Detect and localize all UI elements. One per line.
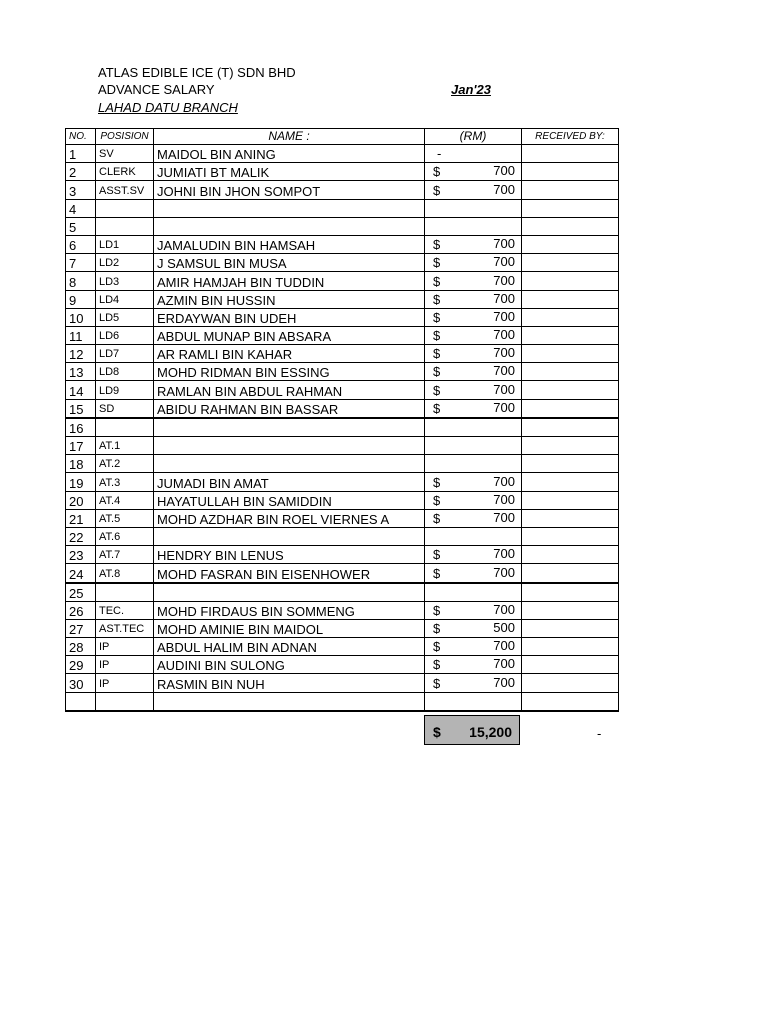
row-name: MOHD FASRAN BIN EISENHOWER	[154, 564, 425, 583]
row-name: HAYATULLAH BIN SAMIDDIN	[154, 491, 425, 509]
row-number: 4	[66, 199, 96, 217]
branch-name: LAHAD DATU BRANCH	[98, 100, 238, 115]
period-label: Jan'23	[451, 82, 491, 97]
row-amount	[425, 583, 522, 602]
row-amount	[425, 491, 522, 509]
table-row	[66, 527, 619, 545]
table-row	[66, 345, 619, 363]
row-currency: $	[433, 382, 441, 398]
row-amount	[425, 473, 522, 491]
table-row	[66, 674, 619, 692]
table-row	[66, 254, 619, 272]
table-row	[66, 381, 619, 399]
row-number: 17	[66, 437, 96, 455]
row-amount	[425, 199, 522, 217]
row-name: HENDRY BIN LENUS	[154, 546, 425, 564]
table-row	[66, 473, 619, 491]
row-amount-value: 500	[493, 620, 515, 636]
row-amount	[425, 217, 522, 235]
row-amount-value: 700	[493, 564, 515, 580]
row-amount	[425, 638, 522, 656]
row-amount	[425, 546, 522, 564]
row-amount-value: 700	[493, 181, 515, 197]
grand-total-cell	[424, 715, 520, 745]
document-title: ADVANCE SALARY	[98, 82, 215, 97]
received-total: -	[597, 726, 602, 741]
table-row	[66, 217, 619, 235]
table-row	[66, 145, 619, 163]
table-row	[66, 308, 619, 326]
row-received-by	[522, 217, 619, 235]
row-received-by	[522, 345, 619, 363]
row-position: IP	[96, 638, 154, 656]
row-amount	[425, 145, 522, 163]
row-name: AZMIN BIN HUSSIN	[154, 290, 425, 308]
row-received-by	[522, 455, 619, 473]
row-received-by	[522, 564, 619, 583]
row-number: 7	[66, 254, 96, 272]
row-amount	[425, 564, 522, 583]
row-position: LD4	[96, 290, 154, 308]
row-number: 14	[66, 381, 96, 399]
table-row	[66, 601, 619, 619]
row-currency: $	[433, 364, 441, 380]
row-number: 26	[66, 601, 96, 619]
row-number: 6	[66, 235, 96, 253]
table-row	[66, 235, 619, 253]
row-number: 18	[66, 455, 96, 473]
row-amount	[425, 381, 522, 399]
row-currency: $	[433, 346, 441, 362]
row-currency: $	[433, 182, 441, 198]
row-amount	[425, 656, 522, 674]
row-amount-value: 700	[493, 656, 515, 672]
row-received-by	[522, 619, 619, 637]
row-name: AUDINI BIN SULONG	[154, 656, 425, 674]
row-received-by	[522, 363, 619, 381]
row-number: 5	[66, 217, 96, 235]
row-position: AT.5	[96, 509, 154, 527]
row-number: 8	[66, 272, 96, 290]
row-amount	[425, 345, 522, 363]
row-received-by	[522, 437, 619, 455]
row-received-by	[522, 308, 619, 326]
row-position: SD	[96, 399, 154, 418]
row-position: LD8	[96, 363, 154, 381]
table-row	[66, 546, 619, 564]
row-name	[154, 437, 425, 455]
row-amount-value: 700	[493, 491, 515, 507]
row-position: LD7	[96, 345, 154, 363]
row-amount	[425, 437, 522, 455]
row-amount	[425, 272, 522, 290]
row-received-by	[522, 527, 619, 545]
row-number: 25	[66, 583, 96, 602]
row-position: AT.2	[96, 455, 154, 473]
salary-table	[65, 128, 619, 712]
row-number: 3	[66, 181, 96, 199]
row-position: LD1	[96, 235, 154, 253]
table-row	[66, 564, 619, 583]
row-amount-value: 700	[493, 638, 515, 654]
table-row	[66, 326, 619, 344]
row-received-by	[522, 235, 619, 253]
row-position: SV	[96, 145, 154, 163]
row-position: AT.3	[96, 473, 154, 491]
row-amount-value: 700	[493, 509, 515, 525]
row-position: AT.8	[96, 564, 154, 583]
row-received-by	[522, 381, 619, 399]
row-currency: $	[433, 273, 441, 289]
row-number: 13	[66, 363, 96, 381]
row-position	[96, 692, 154, 711]
table-row	[66, 437, 619, 455]
row-amount	[425, 235, 522, 253]
row-position: AT.6	[96, 527, 154, 545]
row-received-by	[522, 272, 619, 290]
row-name: MAIDOL BIN ANING	[154, 145, 425, 163]
row-name: JAMALUDIN BIN HAMSAH	[154, 235, 425, 253]
row-number: 1	[66, 145, 96, 163]
table-row	[66, 619, 619, 637]
row-amount-value: 700	[493, 381, 515, 397]
row-position: LD3	[96, 272, 154, 290]
row-currency: $	[433, 291, 441, 307]
row-position: LD6	[96, 326, 154, 344]
row-number: 21	[66, 509, 96, 527]
row-number: 15	[66, 399, 96, 418]
row-position	[96, 199, 154, 217]
row-received-by	[522, 638, 619, 656]
table-row	[66, 509, 619, 527]
row-position: TEC.	[96, 601, 154, 619]
row-currency: $	[433, 255, 441, 271]
row-received-by	[522, 692, 619, 711]
row-currency: $	[433, 309, 441, 325]
row-amount	[425, 527, 522, 545]
row-currency: $	[433, 657, 441, 673]
row-name	[154, 527, 425, 545]
row-number: 2	[66, 163, 96, 181]
col-header-position: POSISION	[96, 129, 154, 145]
row-number: 10	[66, 308, 96, 326]
row-position	[96, 217, 154, 235]
table-row	[66, 656, 619, 674]
row-amount-value: 700	[493, 254, 515, 270]
row-currency: $	[433, 510, 441, 526]
row-currency: $	[433, 565, 441, 581]
row-amount-value: 700	[493, 236, 515, 252]
row-amount	[425, 418, 522, 437]
row-number: 29	[66, 656, 96, 674]
row-name	[154, 418, 425, 437]
row-name: RASMIN BIN NUH	[154, 674, 425, 692]
row-received-by	[522, 473, 619, 491]
row-position	[96, 583, 154, 602]
row-amount-value: 700	[493, 546, 515, 562]
row-amount-value: 700	[493, 308, 515, 324]
row-amount	[425, 601, 522, 619]
row-amount	[425, 455, 522, 473]
row-currency: $	[433, 602, 441, 618]
table-header-row	[66, 129, 619, 145]
row-amount	[425, 163, 522, 181]
row-position: IP	[96, 674, 154, 692]
row-received-by	[522, 145, 619, 163]
row-name: AR RAMLI BIN KAHAR	[154, 345, 425, 363]
row-name: JUMIATI BT MALIK	[154, 163, 425, 181]
row-received-by	[522, 509, 619, 527]
row-number: 9	[66, 290, 96, 308]
total-currency: $	[433, 724, 441, 740]
col-header-name: NAME :	[154, 129, 425, 145]
table-row	[66, 163, 619, 181]
row-amount	[425, 363, 522, 381]
row-number: 19	[66, 473, 96, 491]
row-currency: $	[433, 328, 441, 344]
row-number: 11	[66, 326, 96, 344]
row-name	[154, 692, 425, 711]
row-currency: $	[433, 164, 441, 180]
row-amount-value: 700	[493, 363, 515, 379]
table-row	[66, 290, 619, 308]
row-received-by	[522, 290, 619, 308]
table-row	[66, 199, 619, 217]
table-row	[66, 272, 619, 290]
row-amount	[425, 290, 522, 308]
row-position: AT.4	[96, 491, 154, 509]
row-name	[154, 217, 425, 235]
row-amount-dash: -	[437, 146, 442, 162]
row-received-by	[522, 199, 619, 217]
row-amount	[425, 674, 522, 692]
row-received-by	[522, 583, 619, 602]
row-name: ABDUL MUNAP BIN ABSARA	[154, 326, 425, 344]
row-number: 23	[66, 546, 96, 564]
row-number: 16	[66, 418, 96, 437]
row-currency: $	[433, 474, 441, 490]
row-position	[96, 418, 154, 437]
row-amount-value: 700	[493, 272, 515, 288]
row-currency: $	[433, 639, 441, 655]
row-position: AT.7	[96, 546, 154, 564]
row-position: IP	[96, 656, 154, 674]
row-received-by	[522, 491, 619, 509]
row-amount-value: 700	[493, 327, 515, 343]
row-number: 27	[66, 619, 96, 637]
row-name	[154, 583, 425, 602]
table-row-blank	[66, 692, 619, 711]
row-number	[66, 692, 96, 711]
row-position: LD2	[96, 254, 154, 272]
row-position: CLERK	[96, 163, 154, 181]
row-amount-value: 700	[493, 473, 515, 489]
table-body	[66, 145, 619, 711]
row-name: ERDAYWAN BIN UDEH	[154, 308, 425, 326]
row-name: MOHD FIRDAUS BIN SOMMENG	[154, 601, 425, 619]
row-name: ABDUL HALIM BIN ADNAN	[154, 638, 425, 656]
row-amount	[425, 509, 522, 527]
row-received-by	[522, 601, 619, 619]
table-row	[66, 638, 619, 656]
row-position: AT.1	[96, 437, 154, 455]
col-header-received-by: RECEIVED BY:	[522, 129, 619, 145]
table-row	[66, 418, 619, 437]
row-position: LD5	[96, 308, 154, 326]
row-currency: $	[433, 675, 441, 691]
row-received-by	[522, 546, 619, 564]
row-received-by	[522, 163, 619, 181]
row-currency: $	[433, 621, 441, 637]
row-name	[154, 455, 425, 473]
row-received-by	[522, 418, 619, 437]
row-name: ABIDU RAHMAN BIN BASSAR	[154, 399, 425, 418]
row-currency: $	[433, 237, 441, 253]
col-header-no: NO.	[66, 129, 96, 145]
row-name	[154, 199, 425, 217]
row-name: MOHD AMINIE BIN MAIDOL	[154, 619, 425, 637]
row-position: AST.TEC	[96, 619, 154, 637]
row-amount-value: 700	[493, 674, 515, 690]
row-name: JOHNI BIN JHON SOMPOT	[154, 181, 425, 199]
row-number: 30	[66, 674, 96, 692]
row-number: 22	[66, 527, 96, 545]
total-amount: 15,200	[469, 724, 512, 740]
row-position: ASST.SV	[96, 181, 154, 199]
row-currency: $	[433, 547, 441, 563]
row-received-by	[522, 674, 619, 692]
row-name: AMIR HAMJAH BIN TUDDIN	[154, 272, 425, 290]
row-amount	[425, 181, 522, 199]
row-name: J SAMSUL BIN MUSA	[154, 254, 425, 272]
table-row	[66, 583, 619, 602]
table-row	[66, 399, 619, 418]
row-currency: $	[433, 400, 441, 416]
row-amount-value: 700	[493, 290, 515, 306]
row-position: LD9	[96, 381, 154, 399]
row-amount	[425, 254, 522, 272]
row-received-by	[522, 181, 619, 199]
row-amount	[425, 326, 522, 344]
row-name: JUMADI BIN AMAT	[154, 473, 425, 491]
row-received-by	[522, 254, 619, 272]
row-number: 12	[66, 345, 96, 363]
row-currency: $	[433, 492, 441, 508]
company-name: ATLAS EDIBLE ICE (T) SDN BHD	[98, 65, 296, 80]
row-received-by	[522, 326, 619, 344]
row-amount-value: 700	[493, 345, 515, 361]
col-header-amount: (RM)	[425, 129, 522, 145]
row-amount	[425, 399, 522, 418]
row-amount-value: 700	[493, 601, 515, 617]
row-name: MOHD RIDMAN BIN ESSING	[154, 363, 425, 381]
row-name: MOHD AZDHAR BIN ROEL VIERNES A	[154, 509, 425, 527]
row-amount	[425, 619, 522, 637]
row-amount	[425, 692, 522, 711]
table-row	[66, 491, 619, 509]
row-number: 24	[66, 564, 96, 583]
row-amount	[425, 308, 522, 326]
row-amount-value: 700	[493, 399, 515, 415]
table-row	[66, 455, 619, 473]
row-number: 28	[66, 638, 96, 656]
row-received-by	[522, 656, 619, 674]
row-amount-value: 700	[493, 163, 515, 179]
table-row	[66, 363, 619, 381]
row-number: 20	[66, 491, 96, 509]
row-received-by	[522, 399, 619, 418]
row-name: RAMLAN BIN ABDUL RAHMAN	[154, 381, 425, 399]
table-row	[66, 181, 619, 199]
